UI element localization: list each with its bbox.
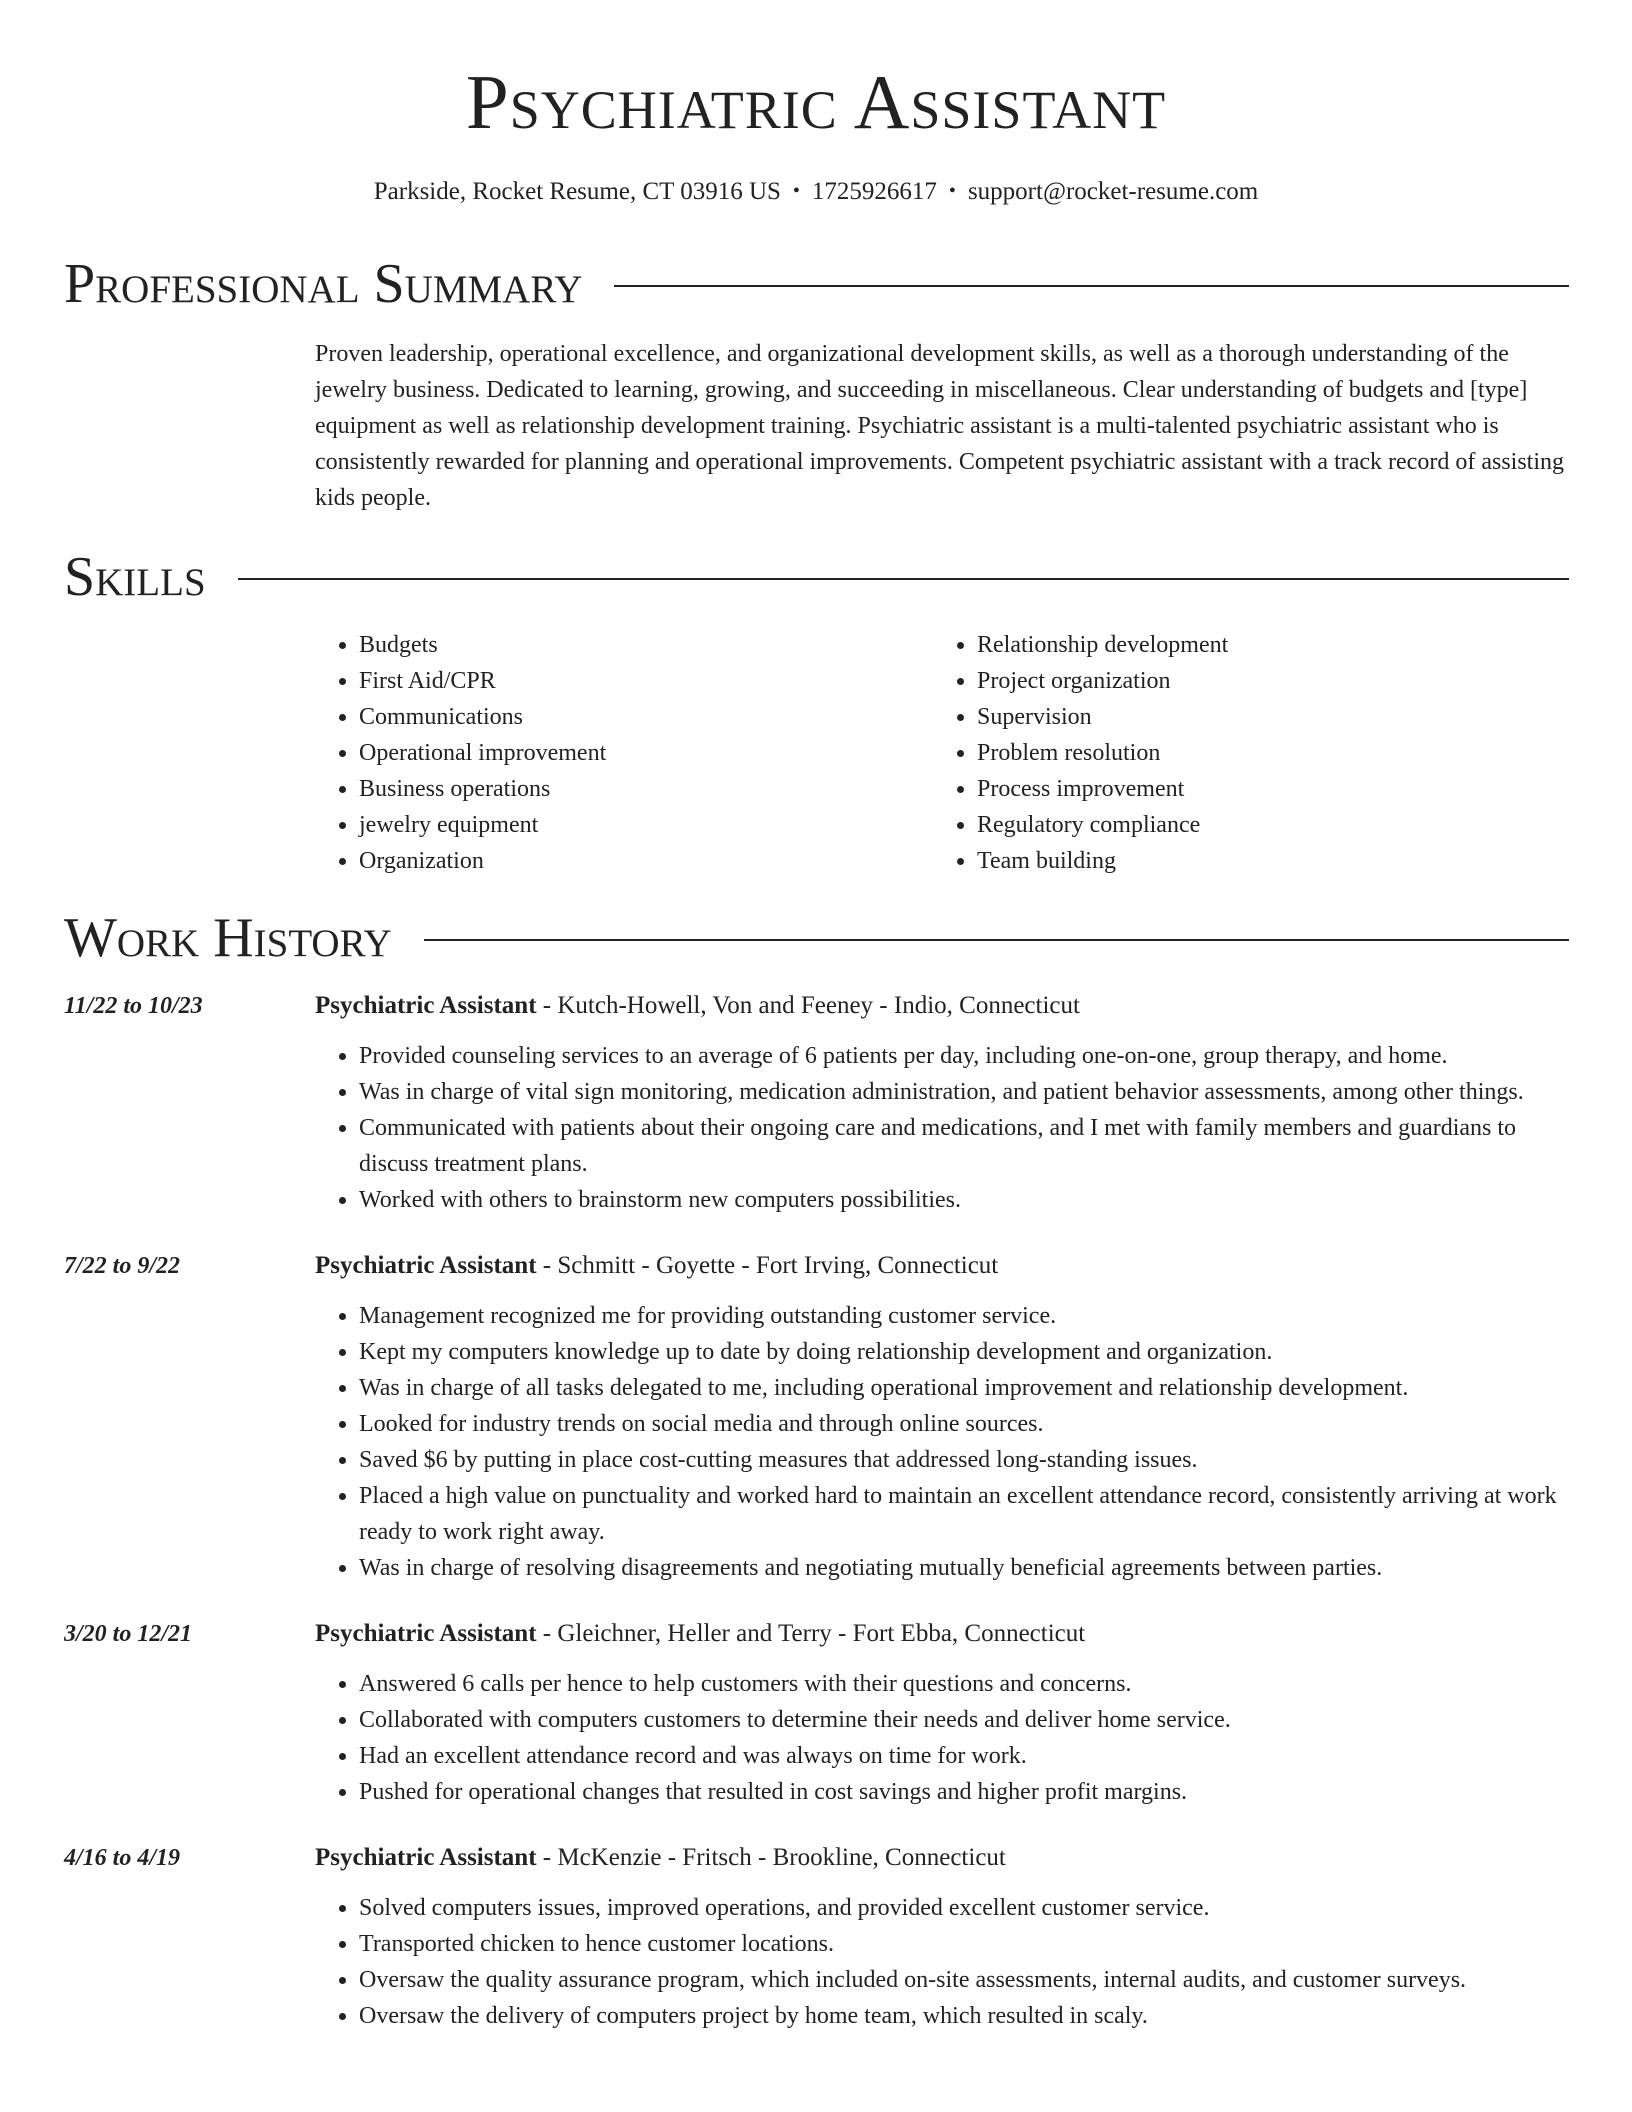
job-body — [315, 988, 1569, 1218]
summary-section-header — [64, 253, 1569, 315]
job-body — [315, 1616, 1569, 1810]
job-bullet: • Worked with others to brainstorm new computers possibilities. — [359, 1182, 1569, 1218]
job-bullets — [315, 1666, 1569, 1810]
job-bullet: • Provided counseling services to an average of 6 patients per day, including one-on-one, group therapy, and home. — [359, 1038, 1569, 1074]
skill-item: • Organization — [359, 843, 933, 879]
job-entry — [64, 1616, 1569, 1810]
section-divider — [424, 939, 1569, 941]
job-title-line — [315, 988, 1569, 1024]
skill-item: • Operational improvement — [359, 735, 933, 771]
job-bullet: • Placed a high value on punctuality and worked hard to maintain an excellent attendance record, consistently arriving at work ready to work right away. — [359, 1478, 1569, 1550]
job-bullet: • Solved computers issues, improved operations, and provided excellent customer service. — [359, 1890, 1569, 1926]
job-bullet: • Pushed for operational changes that resulted in cost savings and higher profit margins. — [359, 1774, 1569, 1810]
job-bullet: • Was in charge of vital sign monitoring, medication administration, and patient behavior assessments, among other things. — [359, 1074, 1569, 1110]
contact-line — [0, 179, 1632, 204]
job-dates: 7/22 to 9/22 — [64, 1253, 181, 1279]
job-employer-location: - Gleichner, Heller and Terry - Fort Ebba, Connecticut — [536, 1620, 1086, 1647]
job-title: Psychiatric Assistant — [315, 992, 537, 1019]
job-bullet: • Kept my computers knowledge up to date by doing relationship development and organization. — [359, 1334, 1569, 1370]
skill-item: • Team building — [977, 843, 1551, 879]
job-bullets — [315, 1038, 1569, 1218]
skills-column-left — [315, 627, 933, 879]
job-entry — [64, 1840, 1569, 2034]
job-title-line — [315, 1248, 1569, 1284]
job-bullet: • Was in charge of resolving disagreements and negotiating mutually beneficial agreements between parties. — [359, 1550, 1569, 1586]
job-bullet: • Collaborated with computers customers to determine their needs and deliver home service. — [359, 1702, 1569, 1738]
contact-phone: 1725926617 — [811, 178, 937, 205]
job-employer-location: - McKenzie - Fritsch - Brookline, Connecticut — [536, 1844, 1006, 1871]
work-history-list — [0, 988, 1632, 2034]
job-bullet: • Had an excellent attendance record and was always on time for work. — [359, 1738, 1569, 1774]
job-bullet: • Oversaw the delivery of computers project by home team, which resulted in scaly. — [359, 1998, 1569, 2034]
job-bullet: • Oversaw the quality assurance program, which included on-site assessments, internal audits, and customer surveys. — [359, 1962, 1569, 1998]
job-entry — [64, 1248, 1569, 1586]
job-bullet: • Management recognized me for providing outstanding customer service. — [359, 1298, 1569, 1334]
contact-email: support@rocket-resume.com — [967, 178, 1259, 205]
job-title-line — [315, 1840, 1569, 1876]
job-entry — [64, 988, 1569, 1218]
job-bullet: • Saved $6 by putting in place cost-cutting measures that addressed long-standing issues. — [359, 1442, 1569, 1478]
skills-section-header — [64, 546, 1569, 608]
job-title: Psychiatric Assistant — [315, 1252, 537, 1279]
job-bullets — [315, 1890, 1569, 2034]
skill-item: • First Aid/CPR — [359, 663, 933, 699]
section-divider — [238, 578, 1569, 580]
job-title: Psychiatric Assistant — [315, 1844, 537, 1871]
skill-item: • jewelry equipment — [359, 807, 933, 843]
job-title: Psychiatric Assistant — [315, 1620, 537, 1647]
job-bullet: • Looked for industry trends on social media and through online sources. — [359, 1406, 1569, 1442]
skill-item: • Regulatory compliance — [977, 807, 1551, 843]
job-bullets — [315, 1298, 1569, 1586]
job-employer-location: - Schmitt - Goyette - Fort Irving, Connecticut — [536, 1252, 999, 1279]
contact-address: Parkside, Rocket Resume, CT 03916 US — [373, 178, 781, 205]
work-heading: Work History — [64, 907, 392, 969]
skill-item: • Project organization — [977, 663, 1551, 699]
job-dates: 4/16 to 4/19 — [64, 1845, 181, 1871]
job-bullet: • Transported chicken to hence customer locations. — [359, 1926, 1569, 1962]
skill-item: • Process improvement — [977, 771, 1551, 807]
skill-item: • Relationship development — [977, 627, 1551, 663]
job-bullet: • Answered 6 calls per hence to help customers with their questions and concerns. — [359, 1666, 1569, 1702]
candidate-name: Psychiatric Assistant — [465, 59, 1167, 145]
job-title-line — [315, 1616, 1569, 1652]
contact-separator: • — [792, 180, 800, 202]
work-section-header — [64, 907, 1569, 969]
skills-heading: Skills — [64, 546, 206, 608]
skill-item: • Budgets — [359, 627, 933, 663]
summary-text: Proven leadership, operational excellence, and organizational development skills, as well as a thorough understanding of the jewelry business. Dedicated to learning, growing, and succeeding in miscellaneous. Clear understanding of budgets and [type] equipment as well as relationship development training. Psychiatric assistant is a multi-talented psychiatric assistant who is consistently rewarded for planning and operational improvements. Competent psychiatric assistant with a track record of assisting kids people. — [315, 341, 1564, 511]
job-body — [315, 1840, 1569, 2034]
section-divider — [614, 285, 1569, 287]
job-bullet: • Communicated with patients about their ongoing care and medications, and I met with family members and guardians to discuss treatment plans. — [359, 1110, 1569, 1182]
skill-item: • Business operations — [359, 771, 933, 807]
skill-item: • Communications — [359, 699, 933, 735]
summary-heading: Professional Summary — [64, 253, 583, 315]
job-employer-location: - Kutch-Howell, Von and Feeney - Indio, Connecticut — [536, 992, 1080, 1019]
job-body — [315, 1248, 1569, 1586]
job-bullet: • Was in charge of all tasks delegated to me, including operational improvement and relationship development. — [359, 1370, 1569, 1406]
skills-list — [315, 627, 1569, 879]
skills-column-right — [933, 627, 1551, 879]
contact-separator: • — [948, 180, 956, 202]
skill-item: • Supervision — [977, 699, 1551, 735]
job-dates: 11/22 to 10/23 — [64, 993, 203, 1019]
skill-item: • Problem resolution — [977, 735, 1551, 771]
job-dates: 3/20 to 12/21 — [64, 1621, 193, 1647]
